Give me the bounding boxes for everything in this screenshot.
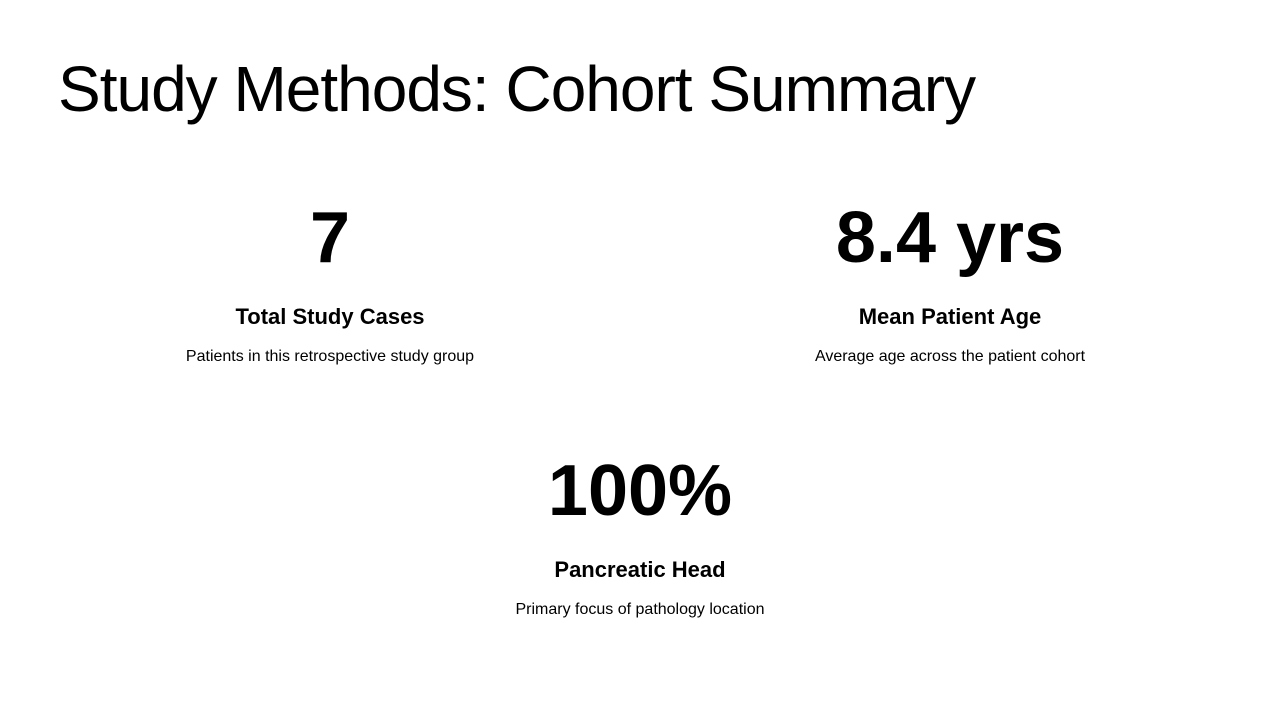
stat-description: Average age across the patient cohort — [814, 348, 1086, 365]
stat-value: 7 — [309, 198, 351, 278]
page-title: Study Methods: Cohort Summary — [58, 53, 976, 125]
stat-label: Pancreatic Head — [554, 557, 726, 582]
stat-label: Total Study Cases — [235, 304, 425, 329]
stat-value: 100% — [547, 451, 733, 531]
stat-pancreatic-head — [330, 451, 950, 619]
stat-value: 8.4 yrs — [835, 198, 1065, 278]
stat-mean-age — [640, 198, 1260, 366]
stat-description: Patients in this retrospective study group — [185, 348, 475, 365]
stat-total-cases — [20, 198, 640, 366]
stat-description: Primary focus of pathology location — [515, 601, 765, 618]
stat-label: Mean Patient Age — [858, 304, 1042, 329]
